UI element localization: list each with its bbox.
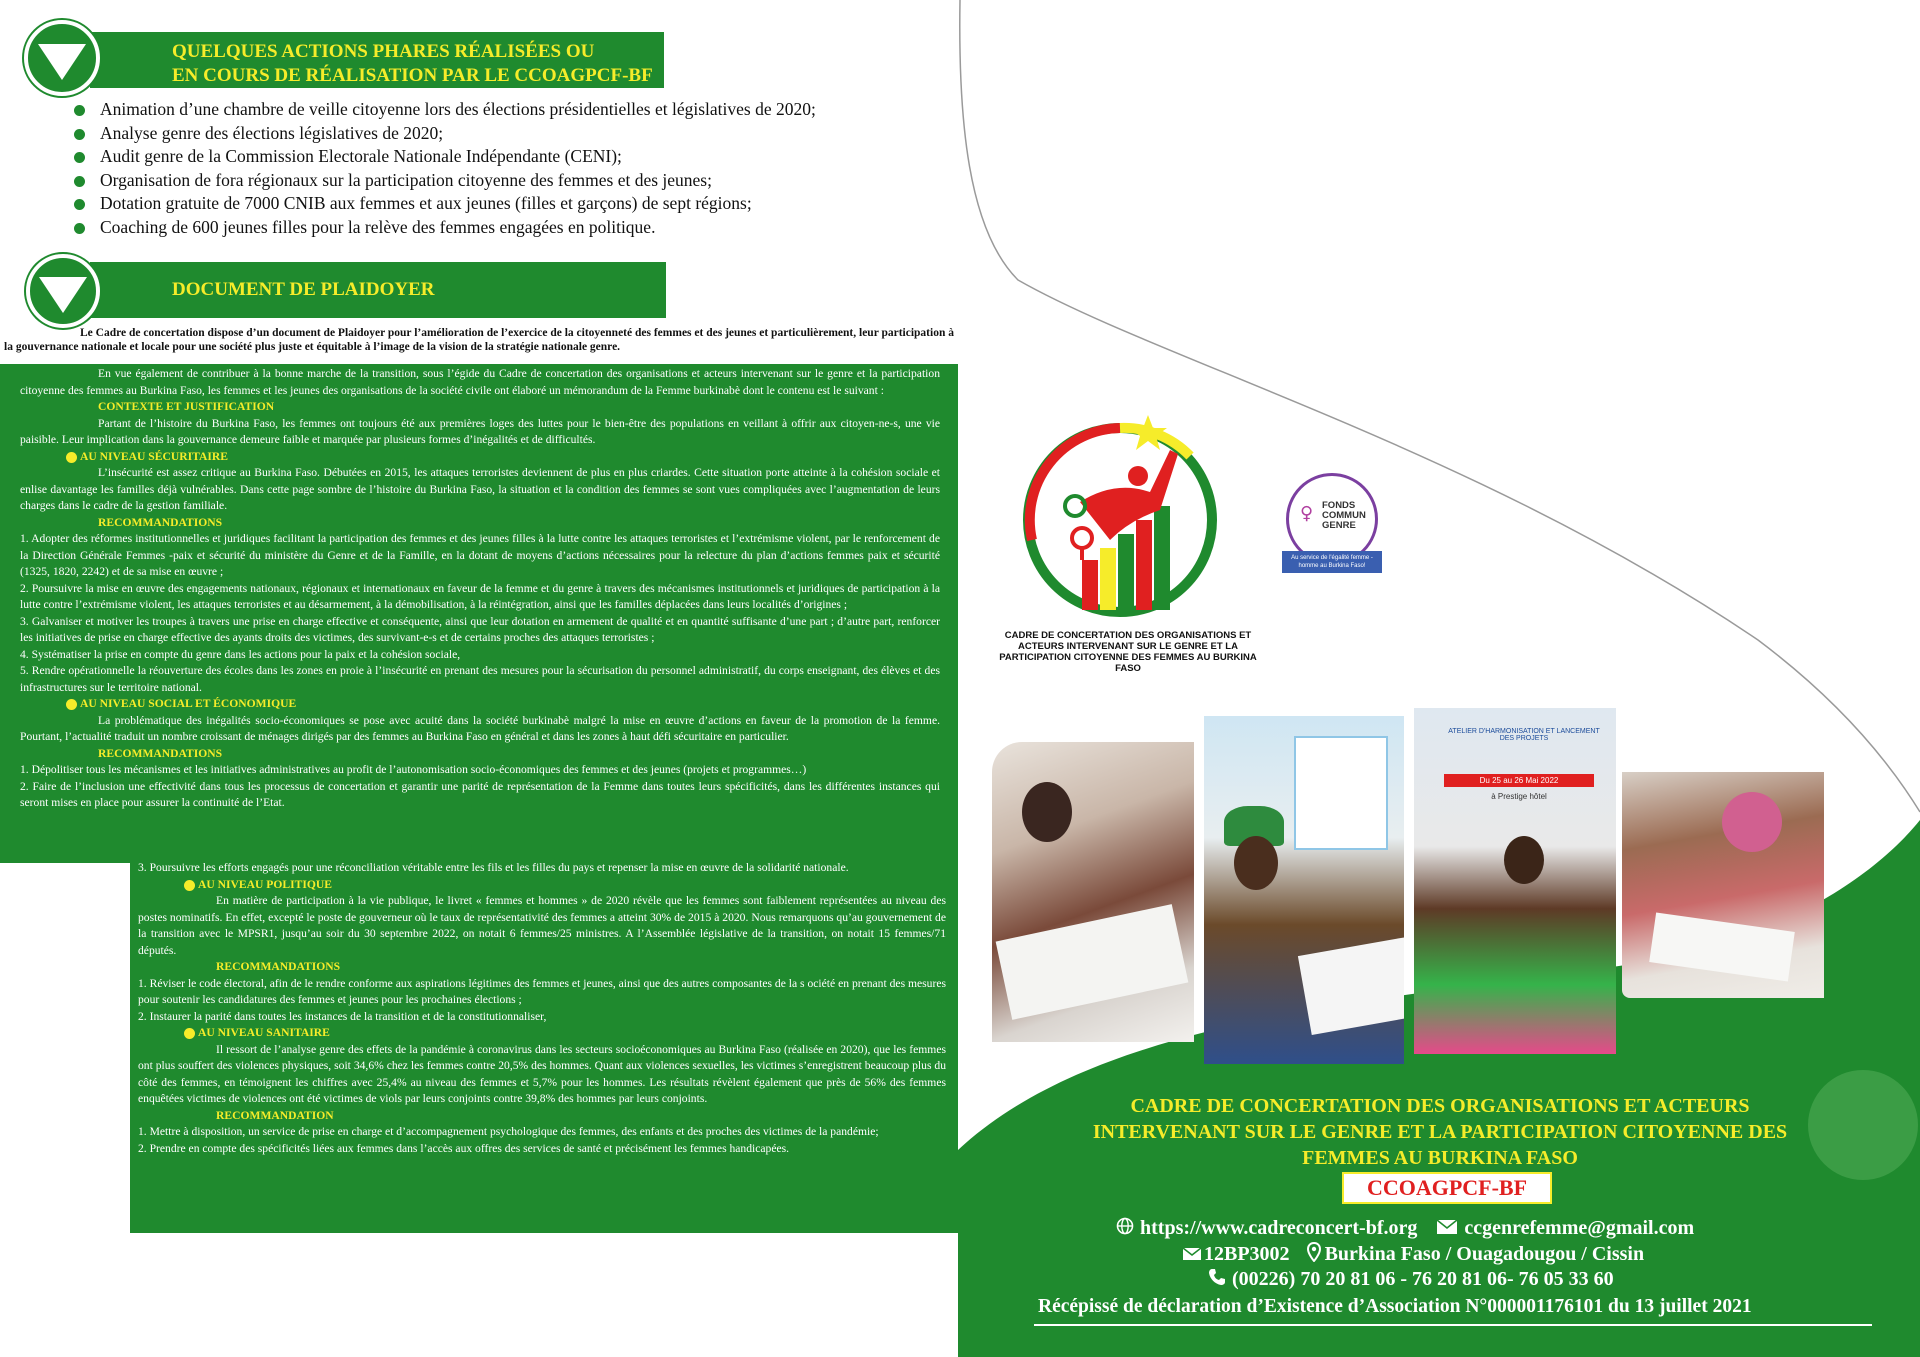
photo-women-writing bbox=[1622, 772, 1824, 998]
main-logo-caption: CADRE DE CONCERTATION DES ORGANISATIONS ET ACTEURS INTERVENANT SUR LE GENRE ET LA PARTICIPATION CITOYENNE DES FEMMES AU BURKINA FASO bbox=[999, 630, 1257, 674]
list-item: Audit genre de la Commission Electorale Nationale Indépendante (CENI); bbox=[70, 145, 816, 169]
phone-numbers: (00226) 70 20 81 06 - 76 20 81 06- 76 05 33 60 bbox=[1232, 1268, 1614, 1290]
contact-phone bbox=[1208, 1267, 1828, 1293]
venus-mars-icon: ♀ bbox=[1300, 503, 1314, 524]
heading-recommandations: RECOMMANDATIONS bbox=[98, 515, 223, 529]
fonds-commun-genre-logo bbox=[1282, 473, 1382, 585]
phone-icon bbox=[1208, 1268, 1226, 1293]
recommendation-item: 1. Dépolitiser tous les mécanismes et les initiatives administratives au profit de l’autonomisation socio-économiques des femmes et des jeunes (projets et programmes…) bbox=[20, 763, 807, 776]
footer-receipt: Récépissé de déclaration d’Existence d’Association N°000001176101 du 13 juillet 2021 bbox=[1038, 1296, 1752, 1317]
recommendation-item: 4. Systématiser la prise en compte du genre dans les actions pour la paix et la cohésion sociale, bbox=[20, 647, 461, 661]
down-triangle-icon bbox=[38, 44, 86, 80]
heading-sanitaire: AU NIVEAU SANITAIRE bbox=[138, 1025, 946, 1042]
heading-politique: AU NIVEAU POLITIQUE bbox=[138, 877, 946, 894]
list-item: Analyse genre des élections législatives de 2020; bbox=[70, 122, 816, 146]
heading-contexte: CONTEXTE ET JUSTIFICATION bbox=[98, 400, 275, 413]
email-link[interactable]: ccgenrefemme@gmail.com bbox=[1464, 1217, 1695, 1239]
list-item: Organisation de fora régionaux sur la participation citoyenne des femmes et des jeunes; bbox=[70, 169, 816, 193]
actions-list bbox=[70, 98, 816, 239]
recommendation-item: 1. Adopter des réformes institutionnelles et juridiques facilitant la participation des femmes et des jeunes filles à la lutte contre les attaques terroristes et l’extrémisme violent, par le renforcement de la Direction Générale Femmes -paix et sécurité du ministère du Genre et de la Famille, en la dotant de moyens d’actions nécessaires pour la relecture du plan d’actions femmes paix et sécurité (1325, 1820, 2242) et de sa mise en œuvre ; bbox=[20, 532, 940, 578]
envelope-icon bbox=[1436, 1217, 1458, 1242]
recommendation-item: 3. Galvaniser et motiver les troupes à travers une prise en charge effective et conséquente, ainsi que leur dotation en armement de qualité et en quantité suffisante d’une part ; d’autre part, renforcer les initiatives de prise en charge effective des ayants droits des victimes, des survivant-e-s et de certains proches des attaques terroristes ; bbox=[20, 614, 940, 644]
section-actions-header bbox=[90, 32, 664, 88]
footer-title: CADRE DE CONCERTATION DES ORGANISATIONS ET ACTEURS INTERVENANT SUR LE GENRE ET LA PARTICIPATION CITOYENNE DES FEMMES AU BURKINA FASO bbox=[1092, 1095, 1788, 1169]
heading-recommandations: RECOMMANDATIONS bbox=[216, 960, 341, 973]
plaidoyer-upper-text bbox=[20, 366, 940, 812]
fonds-line3: GENRE bbox=[1322, 520, 1356, 531]
recommendation-item: 2. Poursuivre la mise en œuvre des engagements nationaux, régionaux et internationaux en faveur de la femme et du genre à travers des mécanismes institutionnels et juridiques de participation à la lutte contre l’extrémisme violent, les attaques terroristes et au désarmement, à la démobilisation, à la réintégration, ainsi que les familles déplacées dans leurs localités d’origines ; bbox=[20, 581, 940, 611]
list-item: Coaching de 600 jeunes filles pour la relève des femmes engagées en politique. bbox=[70, 216, 816, 240]
plaidoyer-lower-text bbox=[138, 860, 946, 1157]
ccoagpcf-logo bbox=[1020, 410, 1220, 625]
fonds-line1: FONDS bbox=[1322, 500, 1356, 511]
section-plaidoyer-header bbox=[90, 262, 666, 318]
footer-acronym: CCOAGPCF-BF bbox=[1342, 1172, 1552, 1204]
heading-social: AU NIVEAU SOCIAL ET ÉCONOMIQUE bbox=[20, 696, 940, 713]
paragraph-sanitaire: Il ressort de l’analyse genre des effets de la pandémie à coronavirus dans les secteurs socioéconomiques au Burkina Faso (réalisée en 2020), que les femmes ont plus souffert des violences physiques, soit 34,6% chez les femmes contre 20,5% des hommes. Quant aux violences sexuelles, les victimes s’enregistrent beaucoup plus du côté des femmes, en témoignent les chiffres avec 25,4% au niveau des femmes et 5,7% pour les hommes. Les résultats révèlent également que près de 56% des femmes enquêtées victimes de violences ont été victimes de viols par leurs conjoints contre 39,8% des hommes par leurs conjoints. bbox=[138, 1042, 946, 1105]
contact-address bbox=[1182, 1242, 1822, 1269]
globe-icon bbox=[1116, 1217, 1134, 1242]
section-actions-badge bbox=[24, 20, 100, 96]
heading-securitaire: AU NIVEAU SÉCURITAIRE bbox=[20, 449, 940, 466]
po-box: 12BP3002 bbox=[1204, 1243, 1290, 1266]
down-triangle-icon bbox=[39, 277, 87, 313]
photo-certificate-handover bbox=[1204, 716, 1404, 1064]
fonds-line2: COMMUN bbox=[1322, 510, 1366, 521]
recommendation-item: 2. Faire de l’inclusion une effectivité dans tous les processus de concertation et garantir une parité de représentation de la Femme dans toutes leurs spécificités, dans les différentes instances qui seront mises en place pour assurer la continuité de l’Etat. bbox=[20, 779, 940, 809]
contact-web-email bbox=[1116, 1216, 1836, 1242]
paragraph-securitaire: L’insécurité est assez critique au Burkina Faso. Débutées en 2015, les attaques terroristes deviennent de plus en plus criardes. Cette situation porte atteinte à la cohésion sociale et enlise davantage les familles déjà vulnérables. Dans cette page sombre de l’histoire du Burkina Faso, la situation et la condition des femmes se sont vues compliquées avec l’augmentation de leurs charges dans le cadre de la gestion familiale. bbox=[20, 466, 940, 512]
paragraph-intro: En vue également de contribuer à la bonne marche de la transition, sous l’égide du Cadre de concertation des organisations et acteurs intervenant sur le genre et la participation citoyenne des femmes au Burkina Faso, les femmes et les jeunes des organisations de la société civile ont élaboré un mémorandum de la Femme burkinabè dont le contenu est le suivant : bbox=[20, 367, 940, 397]
recommendation-item: 1. Mettre à disposition, un service de prise en charge et d’accompagnement psychologique des femmes, des enfants et des proches des victimes de la pandémie; bbox=[138, 1125, 879, 1138]
location-text: Burkina Faso / Ouagadougou / Cissin bbox=[1324, 1243, 1645, 1266]
venue-text: à Prestige hôtel bbox=[1491, 792, 1547, 801]
recommendation-item: 1. Réviser le code électoral, afin de le rendre conforme aux aspirations légitimes des femmes et jeunes, ainsi que des autres composantes de la s ociété en prenant des mesures pour soutenir les candidatures des femmes et jeunes pour les prochaines élections ; bbox=[138, 976, 946, 1006]
recommendation-item: 3. Poursuivre les efforts engagés pour une réconciliation véritable entre les fils et les filles du pays et repenser la mise en œuvre de la solidarité nationale. bbox=[138, 861, 849, 874]
fonds-logo-ribbon: Au service de l'égalité femme - homme au Burkina Faso! bbox=[1282, 551, 1382, 573]
recommendation-item: 2. Prendre en compte des spécificités liées aux femmes dans l’accès aux offres des services de santé et précisément les femmes handicapées. bbox=[138, 1141, 790, 1155]
list-item: Dotation gratuite de 7000 CNIB aux femmes et aux jeunes (filles et garçons) de sept régions; bbox=[70, 192, 816, 216]
paragraph-social: La problématique des inégalités socio-économiques se pose avec acuité dans la société burkinabè malgré la mise en œuvre d’actions en faveur de la promotion de la femme. Pourtant, l’actualité traduit un nombre croissant de ménages dirigés par des femmes au Burkina Faso en général et dans les zones à haut défi sécuritaire en particulier. bbox=[20, 713, 940, 743]
heading-recommandation: RECOMMANDATION bbox=[216, 1108, 334, 1122]
recommendation-item: 2. Instaurer la parité dans toutes les instances de la transition et de la constitutionnaliser, bbox=[138, 1009, 547, 1023]
plaidoyer-intro: Le Cadre de concertation dispose d’un document de Plaidoyer pour l’amélioration de l’exercice de la citoyenneté des femmes et des jeunes et particulièrement, leur participation à la gouvernance nationale et locale pour une société plus juste et équitable à l’image de la vision de la stratégie nationale genre. bbox=[4, 327, 954, 353]
date-badge: Du 25 au 26 Mai 2022 bbox=[1444, 774, 1594, 787]
section-actions-title-line1: QUELQUES ACTIONS PHARES RÉALISÉES OU bbox=[172, 41, 595, 62]
list-item: Animation d’une chambre de veille citoyenne lors des élections présidentielles et législatives de 2020; bbox=[70, 98, 816, 122]
paragraph-politique: En matière de participation à la vie publique, le livret « femmes et hommes » de 2020 révèle que les femmes sont faiblement représentées au niveau des postes nominatifs. En effet, excepté le poste de gouverneur où le taux de représentativité des femmes a atteint 30% de 2015 à 2020. Nous remarquons qu’au gouvernement de la transition avec le MPSR1, jusqu’au soir du 30 septembre 2022, on notait 6 femmes/25 ministres. A l’Assemblée législative de la transition, on notait 15 femmes/71 députés. bbox=[138, 894, 946, 957]
photo-workshop-participants bbox=[992, 742, 1194, 1042]
section-plaidoyer-badge bbox=[26, 254, 100, 328]
location-pin-icon bbox=[1307, 1242, 1321, 1269]
section-plaidoyer-title: DOCUMENT DE PLAIDOYER bbox=[172, 279, 435, 300]
photo-workshop-banner bbox=[1414, 708, 1616, 1054]
fonds-logo-text bbox=[1322, 501, 1366, 531]
section-actions-title-line2: EN COURS DE RÉALISATION PAR LE CCOAGPCF-BF bbox=[172, 65, 653, 86]
paragraph-contexte: Partant de l’histoire du Burkina Faso, les femmes ont toujours été aux premières loges des luttes pour le bien-être des populations en veillant à offrir aux citoyen-ne-s, une vie paisible. Leur implication dans la gouvernance demeure faible et marquée par plusieurs formes d’inégalités et de difficultés. bbox=[20, 416, 940, 446]
heading-recommandations: RECOMMANDATIONS bbox=[98, 746, 223, 760]
footer-divider bbox=[1034, 1324, 1872, 1326]
mail-box-icon bbox=[1182, 1243, 1202, 1268]
recommendation-item: 5. Rendre opérationnelle la réouverture des écoles dans les zones en proie à l’insécurité en prenant des mesures pour la sécurisation du personnel administratif, du corps enseignant, des élèves et des infrastructures sur le territoire national. bbox=[20, 664, 940, 694]
banner-text: ATELIER D'HARMONISATION ET LANCEMENT DES PROJETS bbox=[1448, 728, 1600, 742]
website-link[interactable]: https://www.cadreconcert-bf.org bbox=[1140, 1217, 1418, 1239]
